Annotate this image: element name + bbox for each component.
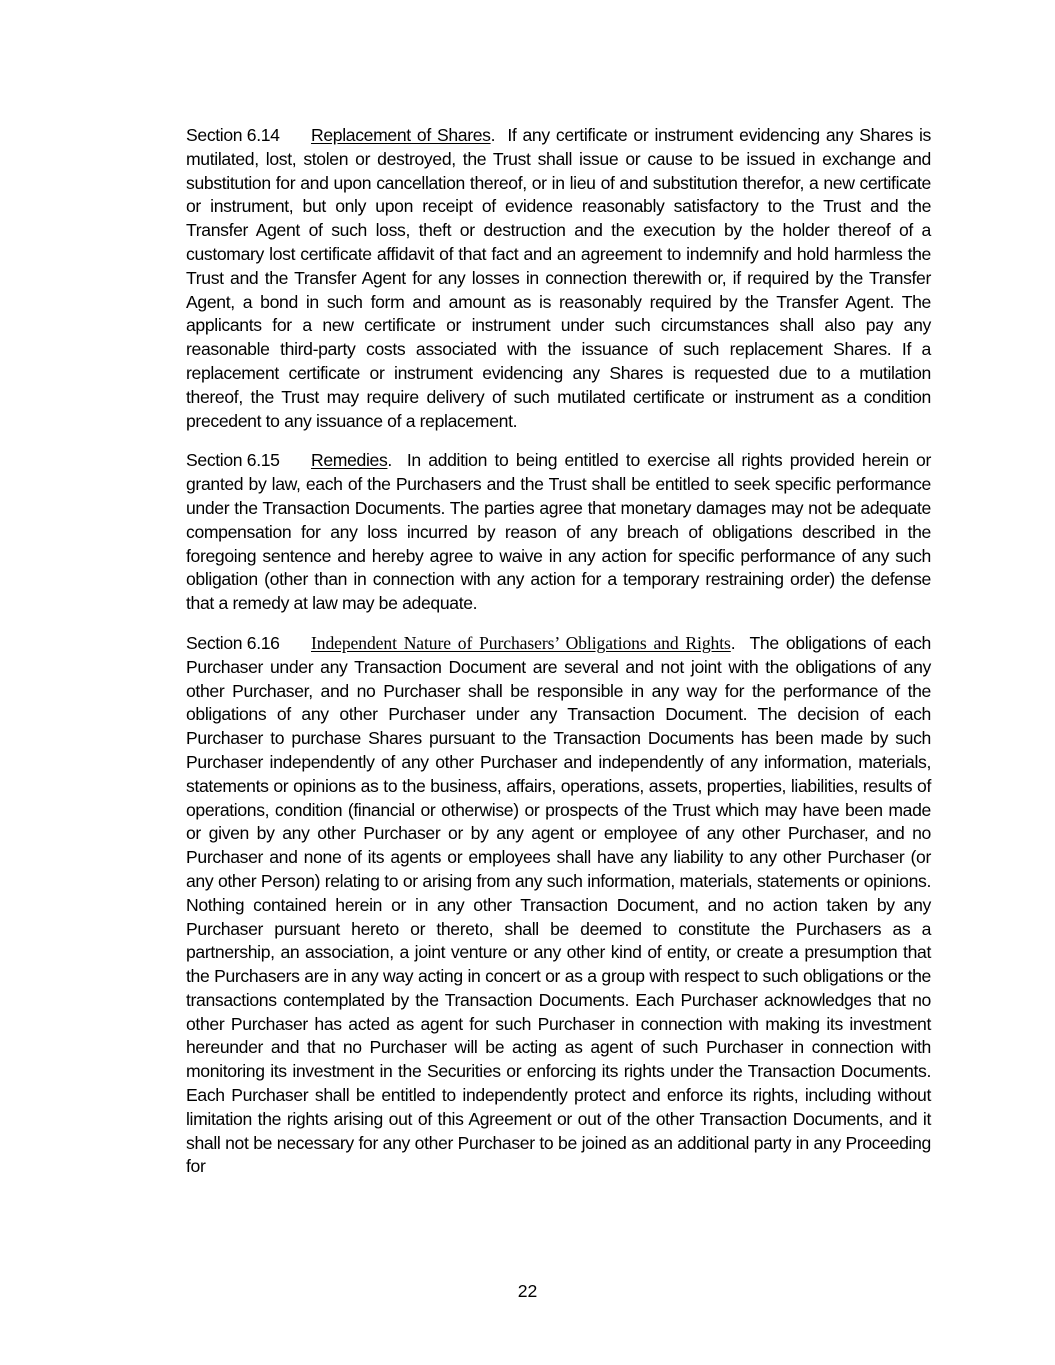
section-6-16 <box>186 632 931 1179</box>
section-title-suffix: . <box>490 125 496 145</box>
section-title-suffix: . <box>730 632 736 653</box>
section-6-14 <box>186 124 931 433</box>
section-title: Remedies <box>311 450 388 471</box>
section-body: In addition to being entitled to exercise all rights provided herein or granted by law, each of the Purchasers and the Trust shall be entitled to seek specific performance under the Transaction Documents. The parties agree that monetary damages may not be adequate compensation for any loss incurred by reason of any breach of obligations described in the foregoing sentence and hereby agree to waive in any action for specific performance of any such obligation (other than in connection with any action for a temporary restraining order) the defense that a remedy at law may be adequate. <box>186 450 932 614</box>
section-body: If any certificate or instrument evidencing any Shares is mutilated, lost, stolen or destroyed, the Trust shall issue or cause to be issued in exchange and substitution for and upon cancellation thereof, or in lieu of and substitution therefor, a new certificate or instrument, but only upon receipt of evidence reasonably satisfactory to the Trust and the Transfer Agent of such loss, theft or destruction and the execution by the holder thereof of a customary lost certificate affidavit of that fact and an agreement to indemnify and hold harmless the Trust and the Transfer Agent for any losses in connection therewith or, if required by the Transfer Agent, a bond in such form and amount as is reasonably required by the Transfer Agent. The applicants for a new certificate or instrument under such circumstances shall also pay any reasonable third-party costs associated with the issuance of such replacement Shares. If a replacement certificate or instrument evidencing any Shares is requested due to a mutilation thereof, the Trust may require delivery of such mutilated certificate or instrument as a condition precedent to any issuance of a replacement. <box>186 125 931 431</box>
section-body: The obligations of each Purchaser under any Transaction Document are several and not joint with the obligations of any other Purchaser, and no Purchaser shall be responsible in any way for the performance of the obligations of any other Purchaser under any Transaction Document. The decision of each Purchaser to purchase Shares pursuant to the Transaction Documents has been made by such Purchaser independently of any other Purchaser and independently of any information, materials, statements or opinions as to the business, affairs, operations, assets, properties, liabilities, results of operations, condition (financial or otherwise) or prospects of the Trust which may have been made or given by any other Purchaser or by any agent or employee of any other Purchaser, and no Purchaser and none of its agents or employees shall have any liability to any other Purchaser (or any other Person) relating to or arising from any such information, materials, statements or opinions. Nothing contained herein or in any other Transaction Document, and no action taken by any Purchaser pursuant hereto or thereto, shall be deemed to constitute the Purchasers as a partnership, an association, a joint venture or any other kind of entity, or create a presumption that the Purchasers are in any way acting in concert or as a group with respect to such obligations or the transactions contemplated by the Transaction Documents. Each Purchaser acknowledges that no other Purchaser has acted as agent for such Purchaser in connection with making its investment hereunder and that no Purchaser will be acting as agent of such Purchaser in connection with monitoring its investment in the Securities or enforcing its rights under the Transaction Documents. Each Purchaser shall be entitled to independently protect and enforce its rights, including without limitation the rights arising out of this Agreement or out of the other Transaction Documents, and it shall not be necessary for any other Purchaser to be joined as an additional party in any Proceeding for <box>186 632 931 1177</box>
document-page <box>186 124 931 1195</box>
section-number: Section 6.16 <box>186 632 280 653</box>
section-title: Independent Nature of Purchasers’ Obligations and Rights <box>311 632 731 653</box>
section-title-suffix: . <box>387 450 392 471</box>
section-title: Replacement of Shares <box>311 125 491 145</box>
section-number: Section 6.14 <box>186 125 280 145</box>
section-number: Section 6.15 <box>186 450 280 471</box>
section-6-15 <box>186 449 931 616</box>
page-number: 22 <box>517 1281 538 1301</box>
